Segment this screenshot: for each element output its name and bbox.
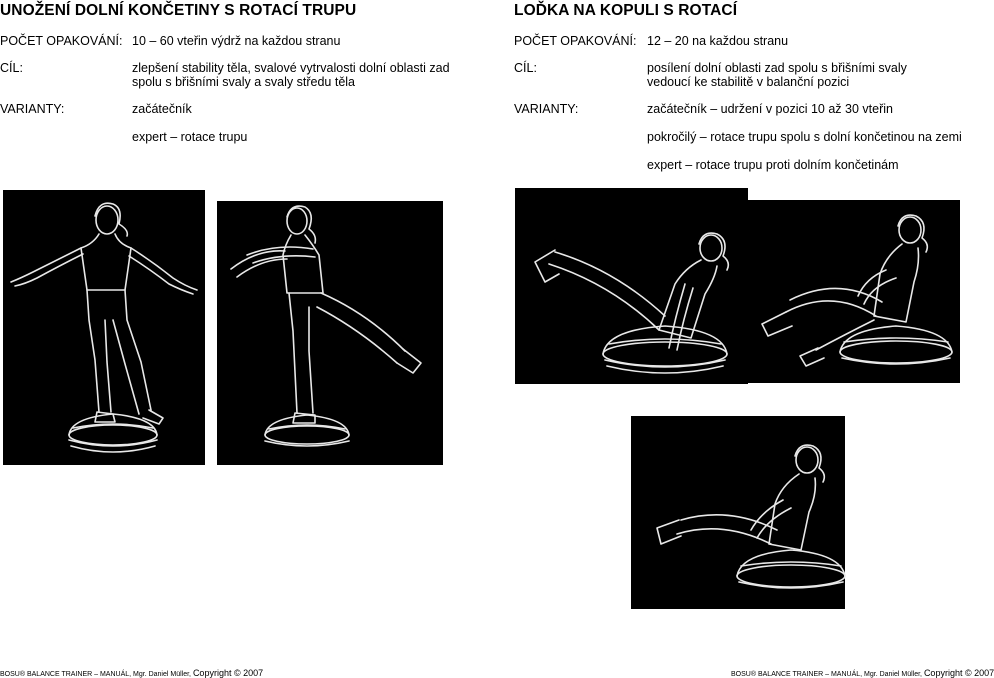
footer-right-reg: ® xyxy=(750,671,757,678)
right-variant-expert: expert – rotace trupu proti dolním končetinám xyxy=(647,158,899,172)
right-reps-value: 12 – 20 na každou stranu xyxy=(647,34,789,48)
footer-left-copyright: Copyright © 2007 xyxy=(192,668,264,678)
footer-left-reg: ® xyxy=(19,671,26,678)
left-goal-value: zlepšení stability těla, svalové vytrvalosti dolní oblasti zad spolu s břišními svaly a svaly středu těla xyxy=(132,61,450,89)
left-reps-value: 10 – 60 vteřin výdrž na každou stranu xyxy=(132,34,341,48)
photo-leg-abduction-rotation xyxy=(217,201,443,465)
footer-right-copyright: Copyright © 2007 xyxy=(923,668,994,678)
footer-left xyxy=(0,668,263,678)
footer-left-manual: BALANCE TRAINER – MANUÁL, Mgr. Daniel Müller, xyxy=(25,671,193,678)
footer-right-manual: BALANCE TRAINER – MANUÁL, Mgr. Daniel Müller, xyxy=(756,671,924,678)
right-variant-beginner: začátečník – udržení v pozici 10 až 30 vteřin xyxy=(647,102,893,116)
photo-boat-pose-advanced xyxy=(746,200,960,383)
photo-boat-pose-beginner xyxy=(515,188,748,384)
right-variants-label: VARIANTY: xyxy=(514,102,579,116)
left-variant-expert: expert – rotace trupu xyxy=(132,130,248,144)
left-variants-label: VARIANTY: xyxy=(0,102,65,116)
right-goal-value: posílení dolní oblasti zad spolu s břišními svaly vedoucí ke stabilitě v balanční pozici xyxy=(647,61,907,89)
left-reps-label: POČET OPAKOVÁNÍ: xyxy=(0,34,123,48)
photo-boat-pose-expert xyxy=(631,416,845,609)
footer-left-brand: BOSU xyxy=(0,671,20,678)
footer-right xyxy=(731,668,994,678)
right-variant-advanced: pokročilý – rotace trupu spolu s dolní končetinou na zemi xyxy=(647,130,962,144)
right-reps-label: POČET OPAKOVÁNÍ: xyxy=(514,34,637,48)
left-exercise-title: UNOŽENÍ DOLNÍ KONČETINY S ROTACÍ TRUPU xyxy=(0,2,357,19)
photo-standing-arms-out xyxy=(3,190,205,465)
footer-right-brand: BOSU xyxy=(731,671,751,678)
left-variant-beginner: začátečník xyxy=(132,102,192,116)
left-goal-label: CÍL: xyxy=(0,61,23,75)
right-exercise-title: LOĎKA NA KOPULI S ROTACÍ xyxy=(514,2,738,19)
right-goal-label: CÍL: xyxy=(514,61,537,75)
